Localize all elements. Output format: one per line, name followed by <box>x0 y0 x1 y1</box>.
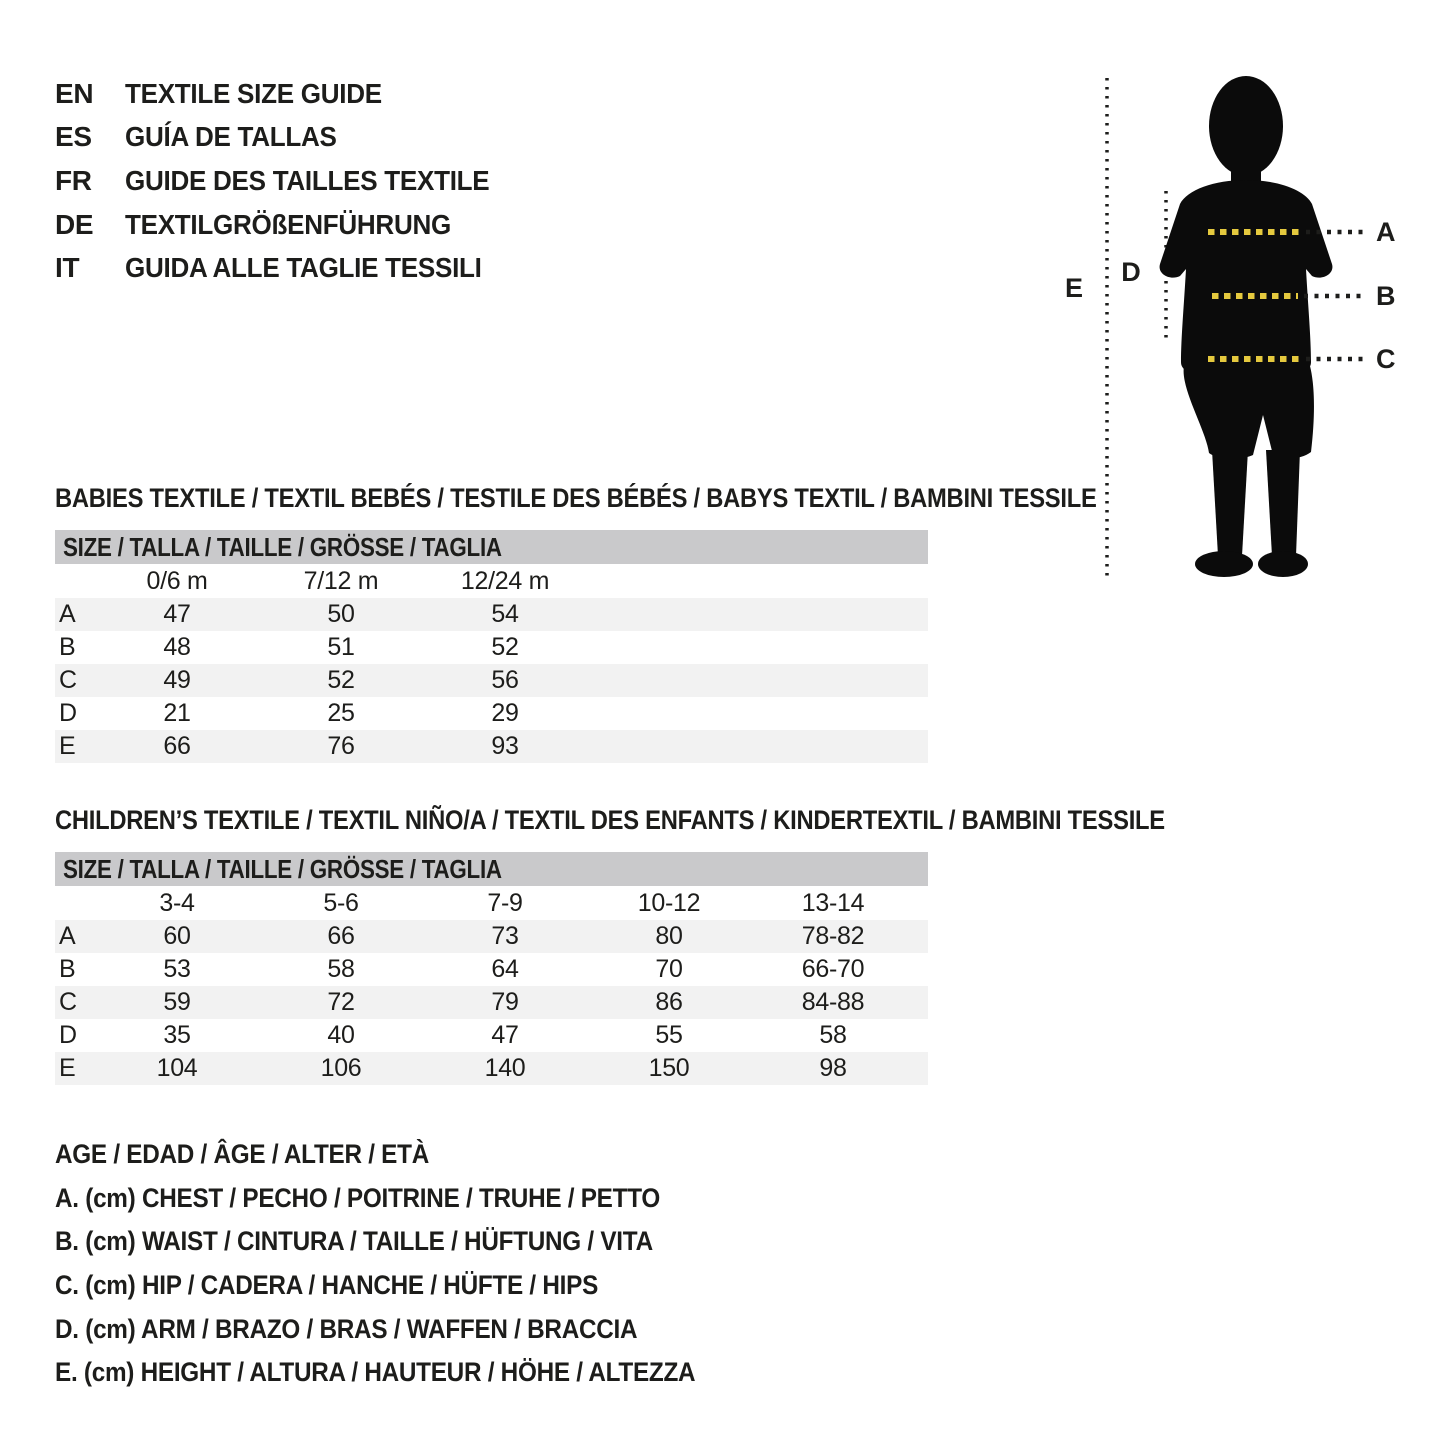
legend-text: A. (cm) CHEST / PECHO / POITRINE / TRUHE / PETTO <box>55 1182 660 1213</box>
legend-text: E. (cm) HEIGHT / ALTURA / HAUTEUR / HÖHE / ALTEZZA <box>55 1357 696 1388</box>
row-label: A <box>59 600 76 628</box>
cell-value: 52 <box>491 633 519 661</box>
cell-value: 50 <box>327 600 355 628</box>
cell-value: 56 <box>491 666 519 694</box>
cell-value: 98 <box>819 1054 847 1082</box>
cell-value: 73 <box>491 922 519 950</box>
row-label: C <box>59 666 77 694</box>
silhouette-left-shoe <box>1195 551 1253 577</box>
row-label: A <box>59 922 76 950</box>
babies-table-row-a <box>55 598 928 631</box>
cell-value: 49 <box>163 666 191 694</box>
language-title: GUIDA ALLE TAGLIE TESSILI <box>125 252 482 284</box>
column-header: 7/12 m <box>303 566 379 595</box>
cell-value: 64 <box>491 955 519 983</box>
column-header: 5-6 <box>323 888 359 917</box>
cell-value: 78-82 <box>801 922 865 950</box>
language-line-de <box>55 203 517 247</box>
cell-value: 140 <box>484 1054 526 1082</box>
column-header: 10-12 <box>637 888 701 917</box>
legend-text: B. (cm) WAIST / CINTURA / TAILLE / HÜFTUNG / VITA <box>55 1226 653 1257</box>
column-header: 0/6 m <box>146 566 208 595</box>
cell-value: 79 <box>491 988 519 1016</box>
babies-table-title <box>55 483 1239 514</box>
figure-label-b: B <box>1376 281 1396 311</box>
cell-value: 80 <box>655 922 683 950</box>
children-size-header-text: SIZE / TALLA / TAILLE / GRÖSSE / TAGLIA <box>63 853 502 884</box>
silhouette-right-leg <box>1266 450 1300 556</box>
babies-size-header-bar <box>55 530 928 564</box>
cell-value: 52 <box>327 666 355 694</box>
babies-table-row-b <box>55 631 928 664</box>
figure-label-e: E <box>1064 273 1084 303</box>
cell-value: 58 <box>327 955 355 983</box>
row-label: E <box>59 1054 76 1082</box>
children-column-header-row <box>55 886 928 920</box>
figure-label-a: A <box>1376 217 1396 247</box>
language-title: TEXTILGRÖßENFÜHRUNG <box>125 208 451 240</box>
cell-value: 25 <box>327 699 355 727</box>
silhouette-head <box>1209 76 1283 176</box>
cell-value: 40 <box>327 1021 355 1049</box>
cell-value: 55 <box>655 1021 683 1049</box>
row-label: C <box>59 988 77 1016</box>
column-header: 7-9 <box>487 888 523 917</box>
cell-value: 86 <box>655 988 683 1016</box>
cell-value: 104 <box>156 1054 198 1082</box>
column-header: 3-4 <box>159 888 195 917</box>
row-label: D <box>59 699 77 727</box>
cell-value: 51 <box>327 633 355 661</box>
children-table-row-d <box>55 1019 928 1052</box>
babies-table-row-e <box>55 730 928 763</box>
babies-size-header-text: SIZE / TALLA / TAILLE / GRÖSSE / TAGLIA <box>63 531 502 562</box>
children-table-row-c <box>55 986 928 1019</box>
language-line-it <box>55 246 517 290</box>
legend-line-age <box>55 1133 766 1177</box>
language-code: FR <box>55 164 92 196</box>
cell-value: 84-88 <box>801 988 865 1016</box>
language-code: DE <box>55 208 94 240</box>
column-header: 13-14 <box>801 888 865 917</box>
children-table-title-text: CHILDREN’S TEXTILE / TEXTIL NIÑO/A / TEXTIL DES ENFANTS / KINDERTEXTIL / BAMBINI TESSILE <box>55 805 1165 835</box>
language-title: GUIDE DES TAILLES TEXTILE <box>125 164 490 196</box>
figure-label-c: C <box>1376 344 1396 374</box>
legend-text: C. (cm) HIP / CADERA / HANCHE / HÜFTE / HIPS <box>55 1270 599 1301</box>
language-code: EN <box>55 77 94 109</box>
cell-value: 76 <box>327 732 355 760</box>
cell-value: 47 <box>491 1021 519 1049</box>
legend-text: D. (cm) ARM / BRAZO / BRAS / WAFFEN / BRACCIA <box>55 1313 638 1344</box>
legend-line-arm <box>55 1307 766 1351</box>
children-table-row-b <box>55 953 928 986</box>
cell-value: 106 <box>320 1054 362 1082</box>
row-label: B <box>59 633 76 661</box>
cell-value: 150 <box>648 1054 690 1082</box>
cell-value: 70 <box>655 955 683 983</box>
cell-value: 54 <box>491 600 519 628</box>
cell-value: 72 <box>327 988 355 1016</box>
silhouette-shorts <box>1184 366 1314 459</box>
cell-value: 59 <box>163 988 191 1016</box>
legend-line-waist <box>55 1220 766 1264</box>
cell-value: 93 <box>491 732 519 760</box>
cell-value: 48 <box>163 633 191 661</box>
cell-value: 58 <box>819 1021 847 1049</box>
children-size-header-bar <box>55 852 928 886</box>
legend-line-height <box>55 1351 766 1395</box>
cell-value: 66 <box>163 732 191 760</box>
language-line-es <box>55 116 517 160</box>
children-table-title <box>55 805 1316 836</box>
language-line-en <box>55 72 517 116</box>
cell-value: 21 <box>163 699 191 727</box>
cell-value: 29 <box>491 699 519 727</box>
legend-line-chest <box>55 1177 766 1221</box>
silhouette-right-shoe <box>1258 551 1308 577</box>
language-line-fr <box>55 159 517 203</box>
legend-text: AGE / EDAD / ÂGE / ALTER / ETÀ <box>55 1139 429 1170</box>
cell-value: 66-70 <box>801 955 865 983</box>
row-label: B <box>59 955 76 983</box>
cell-value: 53 <box>163 955 191 983</box>
figure-label-d: D <box>1121 257 1141 287</box>
column-header: 12/24 m <box>460 566 550 595</box>
babies-table-row-d <box>55 697 928 730</box>
children-table-row-e <box>55 1052 928 1085</box>
silhouette-shirt <box>1160 180 1333 372</box>
cell-value: 47 <box>163 600 191 628</box>
children-table-row-a <box>55 920 928 953</box>
language-title: GUÍA DE TALLAS <box>125 121 337 153</box>
babies-table-row-c <box>55 664 928 697</box>
cell-value: 35 <box>163 1021 191 1049</box>
babies-table-title-text: BABIES TEXTILE / TEXTIL BEBÉS / TESTILE DES BÉBÉS / BABYS TEXTIL / BAMBINI TESSILE <box>55 483 1097 513</box>
language-title-list <box>55 72 517 290</box>
language-code: IT <box>55 252 80 284</box>
language-title: TEXTILE SIZE GUIDE <box>125 77 382 109</box>
measurement-legend <box>55 1133 766 1395</box>
cell-value: 66 <box>327 922 355 950</box>
row-label: E <box>59 732 76 760</box>
language-code: ES <box>55 121 92 153</box>
legend-line-hip <box>55 1264 766 1308</box>
cell-value: 60 <box>163 922 191 950</box>
babies-column-header-row <box>55 564 928 598</box>
row-label: D <box>59 1021 77 1049</box>
